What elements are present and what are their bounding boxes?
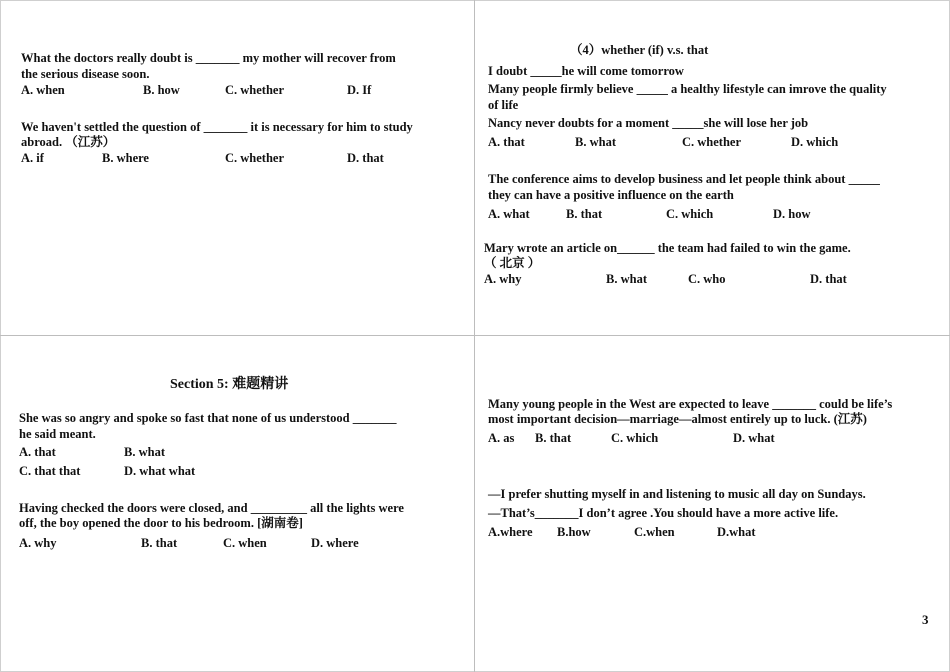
q6-line2: he said meant. <box>19 427 96 441</box>
q9-option-c: C.when <box>634 525 675 539</box>
q1-option-a: A. when <box>21 83 65 97</box>
q6-option-a: A. that <box>19 445 56 459</box>
q9-option-b: B.how <box>557 525 591 539</box>
q1-option-d: D. If <box>347 83 372 97</box>
q4-line2: they can have a positive influence on the earth <box>488 188 734 202</box>
q3-line4: Nancy never doubts for a moment _____she will lose her job <box>488 116 809 130</box>
q8-line1: Many young people in the West are expected to leave _______ could be life’s <box>488 397 893 411</box>
q4-option-c: C. which <box>666 207 714 221</box>
q5-line1: Mary wrote an article on______ the team had failed to win the game. <box>484 241 851 255</box>
q6-option-b: B. what <box>124 445 165 459</box>
q9-option-d: D.what <box>717 525 756 539</box>
q2-option-b: B. where <box>102 151 149 165</box>
q1-line2: the serious disease soon. <box>21 67 150 81</box>
q5-option-c: C. who <box>688 272 726 286</box>
q5-option-a: A. why <box>484 272 522 286</box>
q7-option-a: A. why <box>19 536 57 550</box>
q6-option-d: D. what what <box>124 464 196 478</box>
q3-option-a: A. that <box>488 135 525 149</box>
q7-option-b: B. that <box>141 536 178 550</box>
q7-option-c: C. when <box>223 536 267 550</box>
q3-option-c: C. whether <box>682 135 742 149</box>
vertical-divider <box>474 0 475 672</box>
q1-option-b: B. how <box>143 83 180 97</box>
horizontal-divider <box>0 335 950 336</box>
q8-line2: most important decision—marriage—almost entirely up to luck. (江苏) <box>488 412 867 426</box>
q8-option-d: D. what <box>733 431 775 445</box>
q5-option-d: D. that <box>810 272 847 286</box>
q4-option-b: B. that <box>566 207 603 221</box>
q5-option-b: B. what <box>606 272 647 286</box>
q2-line2: abroad. （江苏） <box>21 135 116 149</box>
q1-option-c: C. whether <box>225 83 285 97</box>
q7-line1: Having checked the doors were closed, and _________ all the lights were <box>19 501 404 515</box>
q9-line1: —I prefer shutting myself in and listening to music all day on Sundays. <box>488 487 866 501</box>
q7-option-d: D. where <box>311 536 359 550</box>
q5-line2: （ 北京 ） <box>484 256 541 270</box>
q3-line2: Many people firmly believe _____ a healthy lifestyle can imrove the quality <box>488 82 887 96</box>
q9-line2: —That’s_______I don’t agree .You should have a more active life. <box>488 506 839 520</box>
q2-option-a: A. if <box>21 151 44 165</box>
q4-option-a: A. what <box>488 207 530 221</box>
page-number: 3 <box>922 612 929 627</box>
q3-option-d: D. which <box>791 135 839 149</box>
q2-option-c: C. whether <box>225 151 285 165</box>
q8-option-a: A. as <box>488 431 515 445</box>
section-heading-whether-if: （4）whether (if) v.s. that <box>570 43 709 57</box>
q3-line1: I doubt _____he will come tomorrow <box>488 64 684 78</box>
q9-option-a: A.where <box>488 525 533 539</box>
q6-line1: She was so angry and spoke so fast that none of us understood _______ <box>19 411 397 425</box>
q3-option-b: B. what <box>575 135 616 149</box>
q4-option-d: D. how <box>773 207 811 221</box>
q1-line1: What the doctors really doubt is _______ my mother will recover from <box>21 51 396 65</box>
q3-line3: of life <box>488 98 519 112</box>
q7-line2: off, the boy opened the door to his bedroom. [湖南卷] <box>19 516 303 530</box>
q6-option-c: C. that that <box>19 464 81 478</box>
q8-option-b: B. that <box>535 431 572 445</box>
q2-option-d: D. that <box>347 151 384 165</box>
q8-option-c: C. which <box>611 431 659 445</box>
section-5-title: Section 5: 难题精讲 <box>170 377 289 392</box>
q2-line1: We haven't settled the question of _______ it is necessary for him to study <box>21 120 413 134</box>
q4-line1: The conference aims to develop business and let people think about _____ <box>488 172 880 186</box>
